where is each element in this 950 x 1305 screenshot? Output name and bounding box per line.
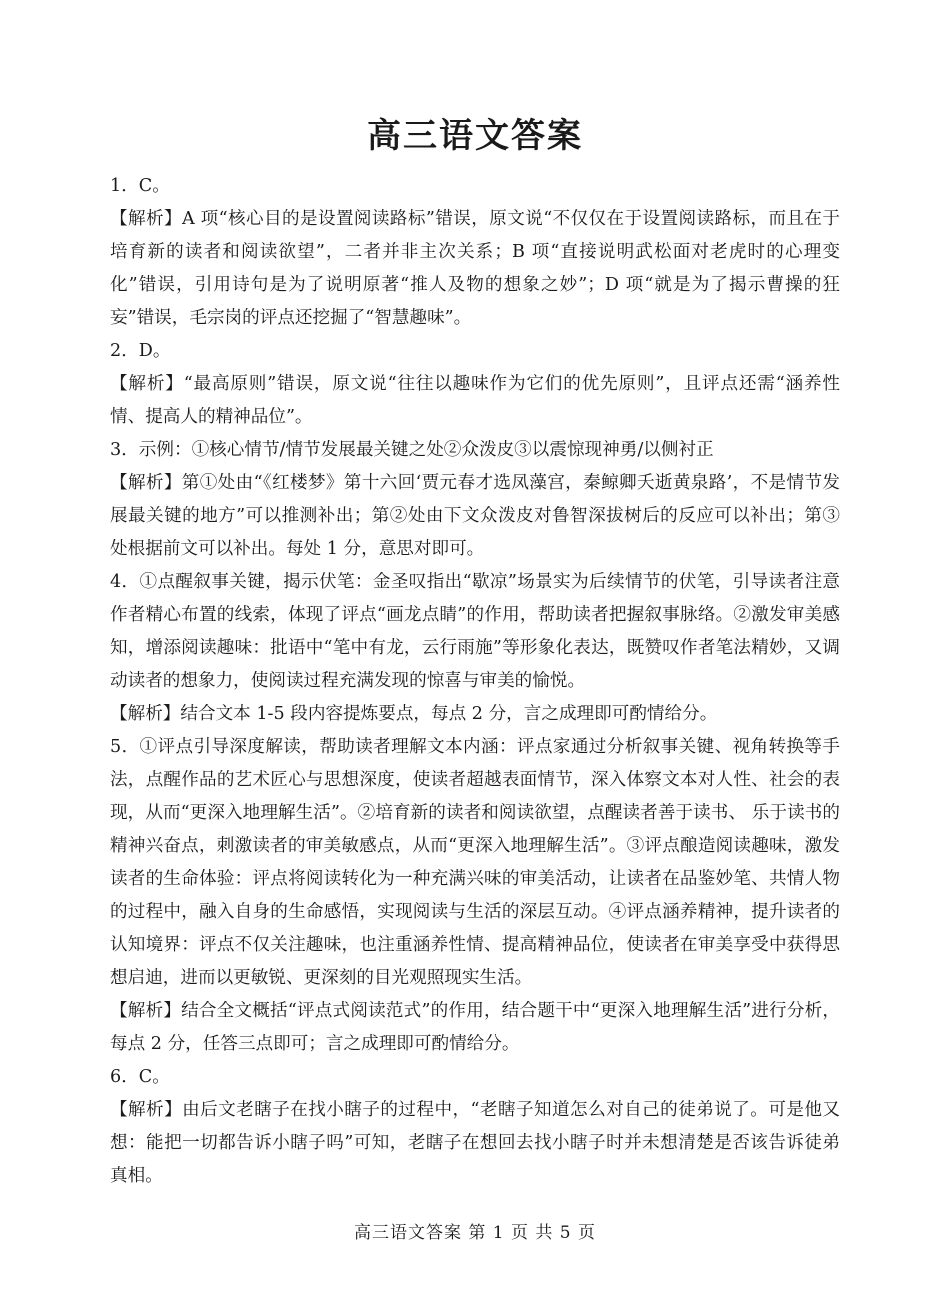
analysis-1: 【解析】A 项“核心目的是设置阅读路标”错误，原文说“不仅仅在于设置阅读路标，而且在于培育新的读者和阅读欲望”，二者并非主次关系；B 项“直接说明武松面对老虎时的心理变化”错误，引用诗句是为了说明原著“推人及物的想象之妙”；D 项“就是为了揭示曹操的狂妄”错误，毛宗岗的评点还挖掘了“智慧趣味”。 [110, 209, 840, 328]
page-footer: 高三语文答案 第 1 页 共 5 页 [353, 1223, 597, 1243]
analysis-4: 【解析】结合文本 1-5 段内容提炼要点，每点 2 分，言之成理即可酌情给分。 [110, 704, 718, 724]
answer-line-6: 6．C。 [110, 1067, 170, 1087]
answer-line-4: 4．①点醒叙事关键，揭示伏笔：金圣叹指出“歇凉”场景实为后续情节的伏笔，引导读者注意作者精心布置的线索，体现了评点“画龙点睛”的作用，帮助读者把握叙事脉络。②激发审美感知，增添阅读趣味：批语中“笔中有龙，云行雨施”等形象化表达，既赞叹作者笔法精妙，又调动读者的想象力，使阅读过程充满发现的惊喜与审美的愉悦。 [110, 572, 840, 691]
answer-line-2: 2．D。 [110, 341, 171, 361]
analysis-5: 【解析】结合全文概括“评点式阅读范式”的作用，结合题干中“更深入地理解生活”进行分析，每点 2 分，任答三点即可；言之成理即可酌情给分。 [110, 1001, 840, 1054]
answer-line-5: 5．①评点引导深度解读，帮助读者理解文本内涵：评点家通过分析叙事关键、视角转换等手法，点醒作品的艺术匠心与思想深度，使读者超越表面情节，深入体察文本对人性、社会的表现，从而“更深入地理解生活”。②培育新的读者和阅读欲望，点醒读者善于读书、 乐于读书的精神兴奋点，刺激读者的审美敏感点，从而“更深入地理解生活”。③评点酿造阅读趣味，激发读者的生命体验：评点将阅读转化为一种充满兴味的审美活动，让读者在品鉴妙笔、共情人物的过程中，融入自身的生命感悟，实现阅读与生活的深层互动。④评点涵养精神，提升读者的认知境界：评点不仅关注趣味，也注重涵养性情、提高精神品位，使读者在审美享受中获得思想启迪，进而以更敏锐、更深刻的目光观照现实生活。 [110, 737, 840, 988]
analysis-2: 【解析】“最高原则”错误，原文说“往往以趣味作为它们的优先原则”，且评点还需“涵养性情、提高人的精神品位”。 [110, 374, 840, 427]
analysis-6: 【解析】由后文老瞎子在找小瞎子的过程中，“老瞎子知道怎么对自己的徒弟说了。可是他又想：能把一切都告诉小瞎子吗”可知，老瞎子在想回去找小瞎子时并未想清楚是否该告诉徒弟真相。 [110, 1100, 840, 1186]
analysis-3: 【解析】第①处由“《红楼梦》第十六回‘贾元春才选凤藻宫，秦鲸卿夭逝黄泉路’，不是情节发展最关键的地方”可以推测补出；第②处由下文众泼皮对鲁智深拔树后的反应可以补出；第③处根据前文可以补出。每处 1 分，意思对即可。 [110, 473, 840, 559]
answer-content [110, 170, 840, 1193]
answer-line-3: 3．示例：①核心情节/情节发展最关键之处②众泼皮③以震惊现神勇/以侧衬正 [110, 440, 714, 460]
page-title: 高三语文答案 [367, 116, 583, 156]
answer-line-1: 1．C。 [110, 176, 170, 196]
